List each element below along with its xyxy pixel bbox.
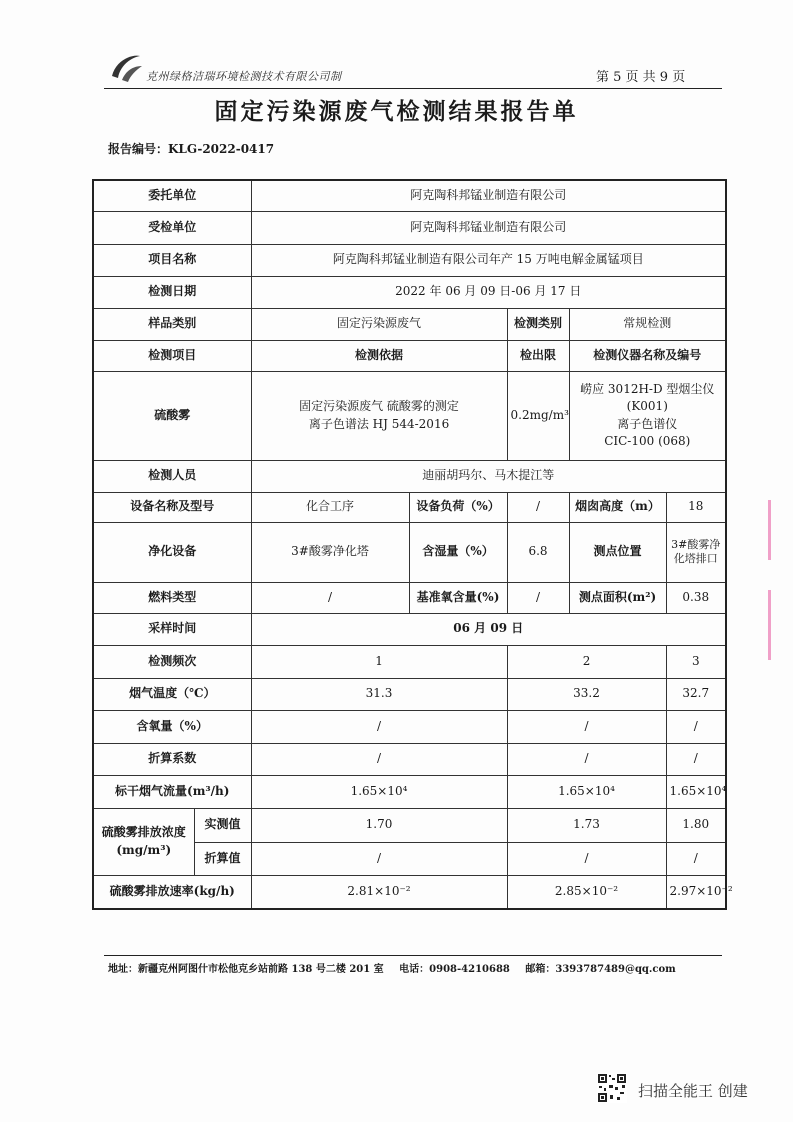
- date-label: 检测日期: [93, 276, 251, 308]
- converted-3: /: [666, 842, 726, 875]
- point-value: 3#酸雾净化塔排口: [666, 522, 726, 582]
- oxygen-2: /: [507, 710, 666, 743]
- table-row: [93, 678, 726, 710]
- oxygen-3: /: [666, 710, 726, 743]
- limit-value: 0.2mg/m³: [507, 371, 569, 460]
- inspected-label: 受检单位: [93, 211, 251, 244]
- area-value: 0.38: [666, 582, 726, 613]
- item-label: 检测项目: [93, 340, 251, 371]
- equipment-name-value: 化合工序: [251, 492, 409, 522]
- measured-3: 1.80: [666, 808, 726, 842]
- basis-line2: 离子色谱法 HJ 544-2016: [308, 416, 450, 431]
- scan-edge-mark: [768, 500, 771, 560]
- footer: [108, 960, 688, 975]
- factor-label: 折算系数: [93, 743, 251, 775]
- table-row: [93, 244, 726, 276]
- measured-1: 1.70: [251, 808, 507, 842]
- rate-1: 2.81×10⁻²: [251, 875, 507, 909]
- rate-3: 2.97×10⁻²: [666, 875, 726, 909]
- instrument-line4: CIC-100 (068): [604, 433, 691, 448]
- sample-type-value: 固定污染源废气: [251, 308, 507, 340]
- table-row: [93, 775, 726, 808]
- sampling-time-label: 采样时间: [93, 613, 251, 645]
- factor-2: /: [507, 743, 666, 775]
- basis-label: 检测依据: [251, 340, 507, 371]
- factor-1: /: [251, 743, 507, 775]
- scanner-watermark: 扫描全能王 创建: [638, 1082, 748, 1100]
- table-row: [93, 613, 726, 645]
- item-value: 硫酸雾: [93, 371, 251, 460]
- table-row: [93, 276, 726, 308]
- test-type-value: 常规检测: [569, 308, 726, 340]
- ref-oxygen-value: /: [507, 582, 569, 613]
- converted-label: 折算值: [194, 842, 251, 875]
- scan-edge-mark: [768, 590, 771, 660]
- point-label: 测点位置: [569, 522, 666, 582]
- inspected-value: 阿克陶科邦锰业制造有限公司: [251, 211, 726, 244]
- conc-label: 硫酸雾排放浓度(mg/m³): [93, 808, 194, 875]
- oxygen-1: /: [251, 710, 507, 743]
- freq-3: 3: [666, 645, 726, 678]
- instrument-value: [569, 371, 726, 460]
- qr-code-icon: [597, 1073, 627, 1103]
- client-value: 阿克陶科邦锰业制造有限公司: [251, 180, 726, 211]
- temp-label: 烟气温度（℃）: [93, 678, 251, 710]
- measured-2: 1.73: [507, 808, 666, 842]
- table-row: [93, 808, 726, 842]
- table-row: [93, 645, 726, 678]
- footer-email: 邮箱：3393787489@qq.com: [525, 964, 676, 975]
- load-label: 设备负荷（%）: [409, 492, 507, 522]
- ref-oxygen-label: 基准氧含量(%): [409, 582, 507, 613]
- table-row: [93, 460, 726, 492]
- fuel-label: 燃料类型: [93, 582, 251, 613]
- purify-value: 3#酸雾净化塔: [251, 522, 409, 582]
- flow-1: 1.65×10⁴: [251, 775, 507, 808]
- flow-2: 1.65×10⁴: [507, 775, 666, 808]
- test-type-label: 检测类别: [507, 308, 569, 340]
- temp-2: 33.2: [507, 678, 666, 710]
- footer-rule: [104, 955, 722, 956]
- table-row: [93, 180, 726, 211]
- area-label: 测点面积(m²): [569, 582, 666, 613]
- sampling-time-value: 06 月 09 日: [251, 613, 726, 645]
- project-label: 项目名称: [93, 244, 251, 276]
- equipment-name-label: 设备名称及型号: [93, 492, 251, 522]
- sample-type-label: 样品类别: [93, 308, 251, 340]
- report-title: 固定污染源废气检测结果报告单: [214, 98, 579, 125]
- page-info: 第 5 页 共 9 页: [596, 70, 686, 85]
- results-table: [92, 179, 733, 910]
- company-logo: [108, 50, 144, 84]
- basis-line1: 固定污染源废气 硫酸雾的测定: [299, 399, 459, 414]
- table-row: [93, 371, 726, 460]
- table-row: [93, 710, 726, 743]
- instrument-line1: 崂应 3012H-D 型烟尘仪: [580, 381, 715, 396]
- converted-2: /: [507, 842, 666, 875]
- footer-phone: 电话：0908-4210688: [399, 964, 510, 975]
- footer-address: 地址：新疆克州阿图什市松他克乡站前路 138 号二楼 201 室: [108, 964, 384, 975]
- date-value: 2022 年 06 月 09 日-06 月 17 日: [251, 276, 726, 308]
- freq-1: 1: [251, 645, 507, 678]
- table-row: [93, 211, 726, 244]
- company-name: 克州绿格洁瑞环境检测技术有限公司制: [146, 70, 342, 83]
- freq-label: 检测频次: [93, 645, 251, 678]
- table-row: [93, 308, 726, 340]
- temp-3: 32.7: [666, 678, 726, 710]
- table-row: [93, 582, 726, 613]
- purify-label: 净化设备: [93, 522, 251, 582]
- factor-3: /: [666, 743, 726, 775]
- rate-label: 硫酸雾排放速率(kg/h): [93, 875, 251, 909]
- table-row: [93, 522, 726, 582]
- load-value: /: [507, 492, 569, 522]
- moisture-value: 6.8: [507, 522, 569, 582]
- stack-height-label: 烟囱高度（m）: [569, 492, 666, 522]
- project-value: 阿克陶科邦锰业制造有限公司年产 15 万吨电解金属锰项目: [251, 244, 726, 276]
- instrument-label: 检测仪器名称及编号: [569, 340, 726, 371]
- instrument-line2: (K001): [626, 399, 668, 414]
- limit-label: 检出限: [507, 340, 569, 371]
- stack-height-value: 18: [666, 492, 726, 522]
- temp-1: 31.3: [251, 678, 507, 710]
- rate-2: 2.85×10⁻²: [507, 875, 666, 909]
- personnel-value: 迪丽胡玛尔、马木提江等: [251, 460, 726, 492]
- oxygen-label: 含氧量（%）: [93, 710, 251, 743]
- instrument-line3: 离子色谱仪: [617, 416, 678, 431]
- converted-1: /: [251, 842, 507, 875]
- fuel-value: /: [251, 582, 409, 613]
- flow-3: 1.65×10⁴: [666, 775, 726, 808]
- measured-label: 实测值: [194, 808, 251, 842]
- report-number: 报告编号：KLG-2022-0417: [108, 142, 275, 156]
- table-row: [93, 492, 726, 522]
- flow-label: 标干烟气流量(m³/h): [93, 775, 251, 808]
- freq-2: 2: [507, 645, 666, 678]
- table-row: [93, 875, 726, 909]
- client-label: 委托单位: [93, 180, 251, 211]
- moisture-label: 含湿量（%）: [409, 522, 507, 582]
- table-row: [93, 340, 726, 371]
- table-row: [93, 743, 726, 775]
- basis-value: [251, 371, 507, 460]
- personnel-label: 检测人员: [93, 460, 251, 492]
- header-rule: [104, 88, 722, 89]
